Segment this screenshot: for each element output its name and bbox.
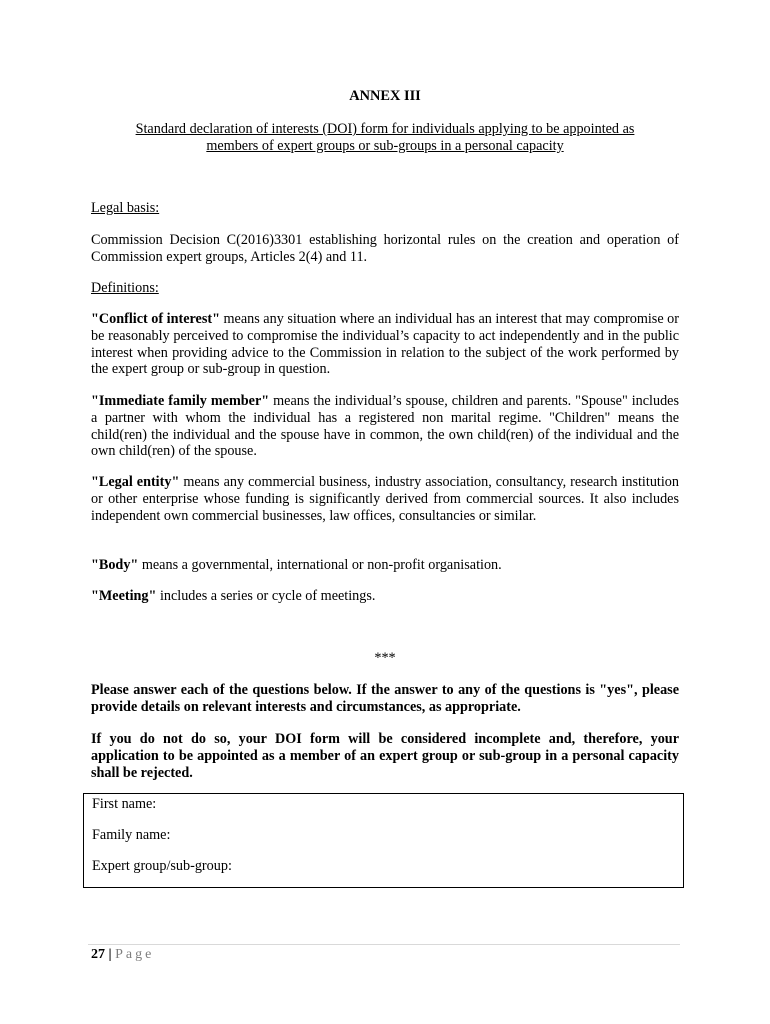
footer-divider: [88, 944, 680, 945]
definition-text: means any commercial business, industry association, consultancy, research institution or other enterprise whose funding is significantly derived from commercial sources. It also includes independent own commercial businesses, law offices, consultancies or similar.: [91, 474, 679, 524]
family-name-field[interactable]: Family name:: [92, 827, 171, 843]
definition-text: means any situation where an individual has an interest that may compromise or be reasonably perceived to compromise the individual’s capacity to act independently and in the public interest when providing advice to the Commission in relation to the subject of the work performed by the expert group or sub-group in question.: [91, 311, 679, 378]
page-number: 27: [91, 947, 105, 962]
legal-basis-heading: [91, 200, 679, 217]
expert-group-field[interactable]: Expert group/sub-group:: [92, 858, 232, 874]
instruction-text: Please answer each of the questions below. If the answer to any of the questions is "yes", please provide details on relevant interests and circumstances, as appropriate.: [91, 682, 679, 715]
page-label: Page: [115, 947, 155, 962]
definition-text: means a governmental, international or non-profit organisation.: [138, 557, 502, 573]
legal-basis-heading-text: Legal basis:: [91, 200, 160, 216]
definition-term: "Conflict of interest": [91, 311, 220, 327]
definition-immediate-family-member: [91, 393, 679, 460]
definition-paragraph: [91, 393, 679, 460]
instruction-answer-questions: [91, 682, 679, 716]
definition-text: includes a series or cycle of meetings.: [156, 588, 376, 604]
definition-term: "Immediate family member": [91, 393, 270, 409]
legal-basis-section: [91, 232, 679, 266]
definition-legal-entity: [91, 474, 679, 524]
footer-separator: |: [105, 947, 116, 962]
definitions-heading: [91, 280, 679, 297]
first-name-field[interactable]: First name:: [92, 796, 157, 812]
definitions-heading-text: Definitions:: [91, 280, 159, 296]
definition-term: "Meeting": [91, 588, 157, 604]
definition-paragraph: [91, 474, 679, 524]
form-subtitle: [100, 121, 670, 155]
definition-paragraph: [91, 557, 679, 574]
definition-paragraph: [91, 588, 679, 605]
definition-text: means the individual’s spouse, children and parents. "Spouse" includes a partner with whom the individual has a registered non marital regime. "Children" means the child(ren) the individual and the spouse have in common, the own child(ren) of the individual and the own child(ren) of the spouse.: [91, 393, 679, 460]
subtitle-line-2: members of expert groups or sub-groups in a personal capacity: [206, 137, 564, 154]
applicant-details-box: [83, 793, 684, 888]
definition-term: "Body": [91, 557, 139, 573]
definition-term: "Legal entity": [91, 474, 180, 490]
subtitle-line-1: Standard declaration of interests (DOI) form for individuals applying to be appointed as: [135, 121, 635, 137]
page-footer: [91, 947, 154, 964]
legal-basis-text: Commission Decision C(2016)3301 establishing horizontal rules on the creation and operation of Commission expert groups, Articles 2(4) and 11.: [91, 232, 679, 265]
definition-body: [91, 557, 679, 574]
annex-title: ANNEX III: [349, 88, 421, 104]
section-separator: ***: [374, 650, 396, 666]
definition-meeting: [91, 588, 679, 605]
instruction-rejection-warning: [91, 731, 679, 781]
definition-paragraph: [91, 311, 679, 378]
instruction-text: If you do not do so, your DOI form will be considered incomplete and, therefore, your application to be appointed as a member of an expert group or sub-group in a personal capacity shall be rejected.: [91, 731, 679, 781]
definition-conflict-of-interest: [91, 311, 679, 378]
